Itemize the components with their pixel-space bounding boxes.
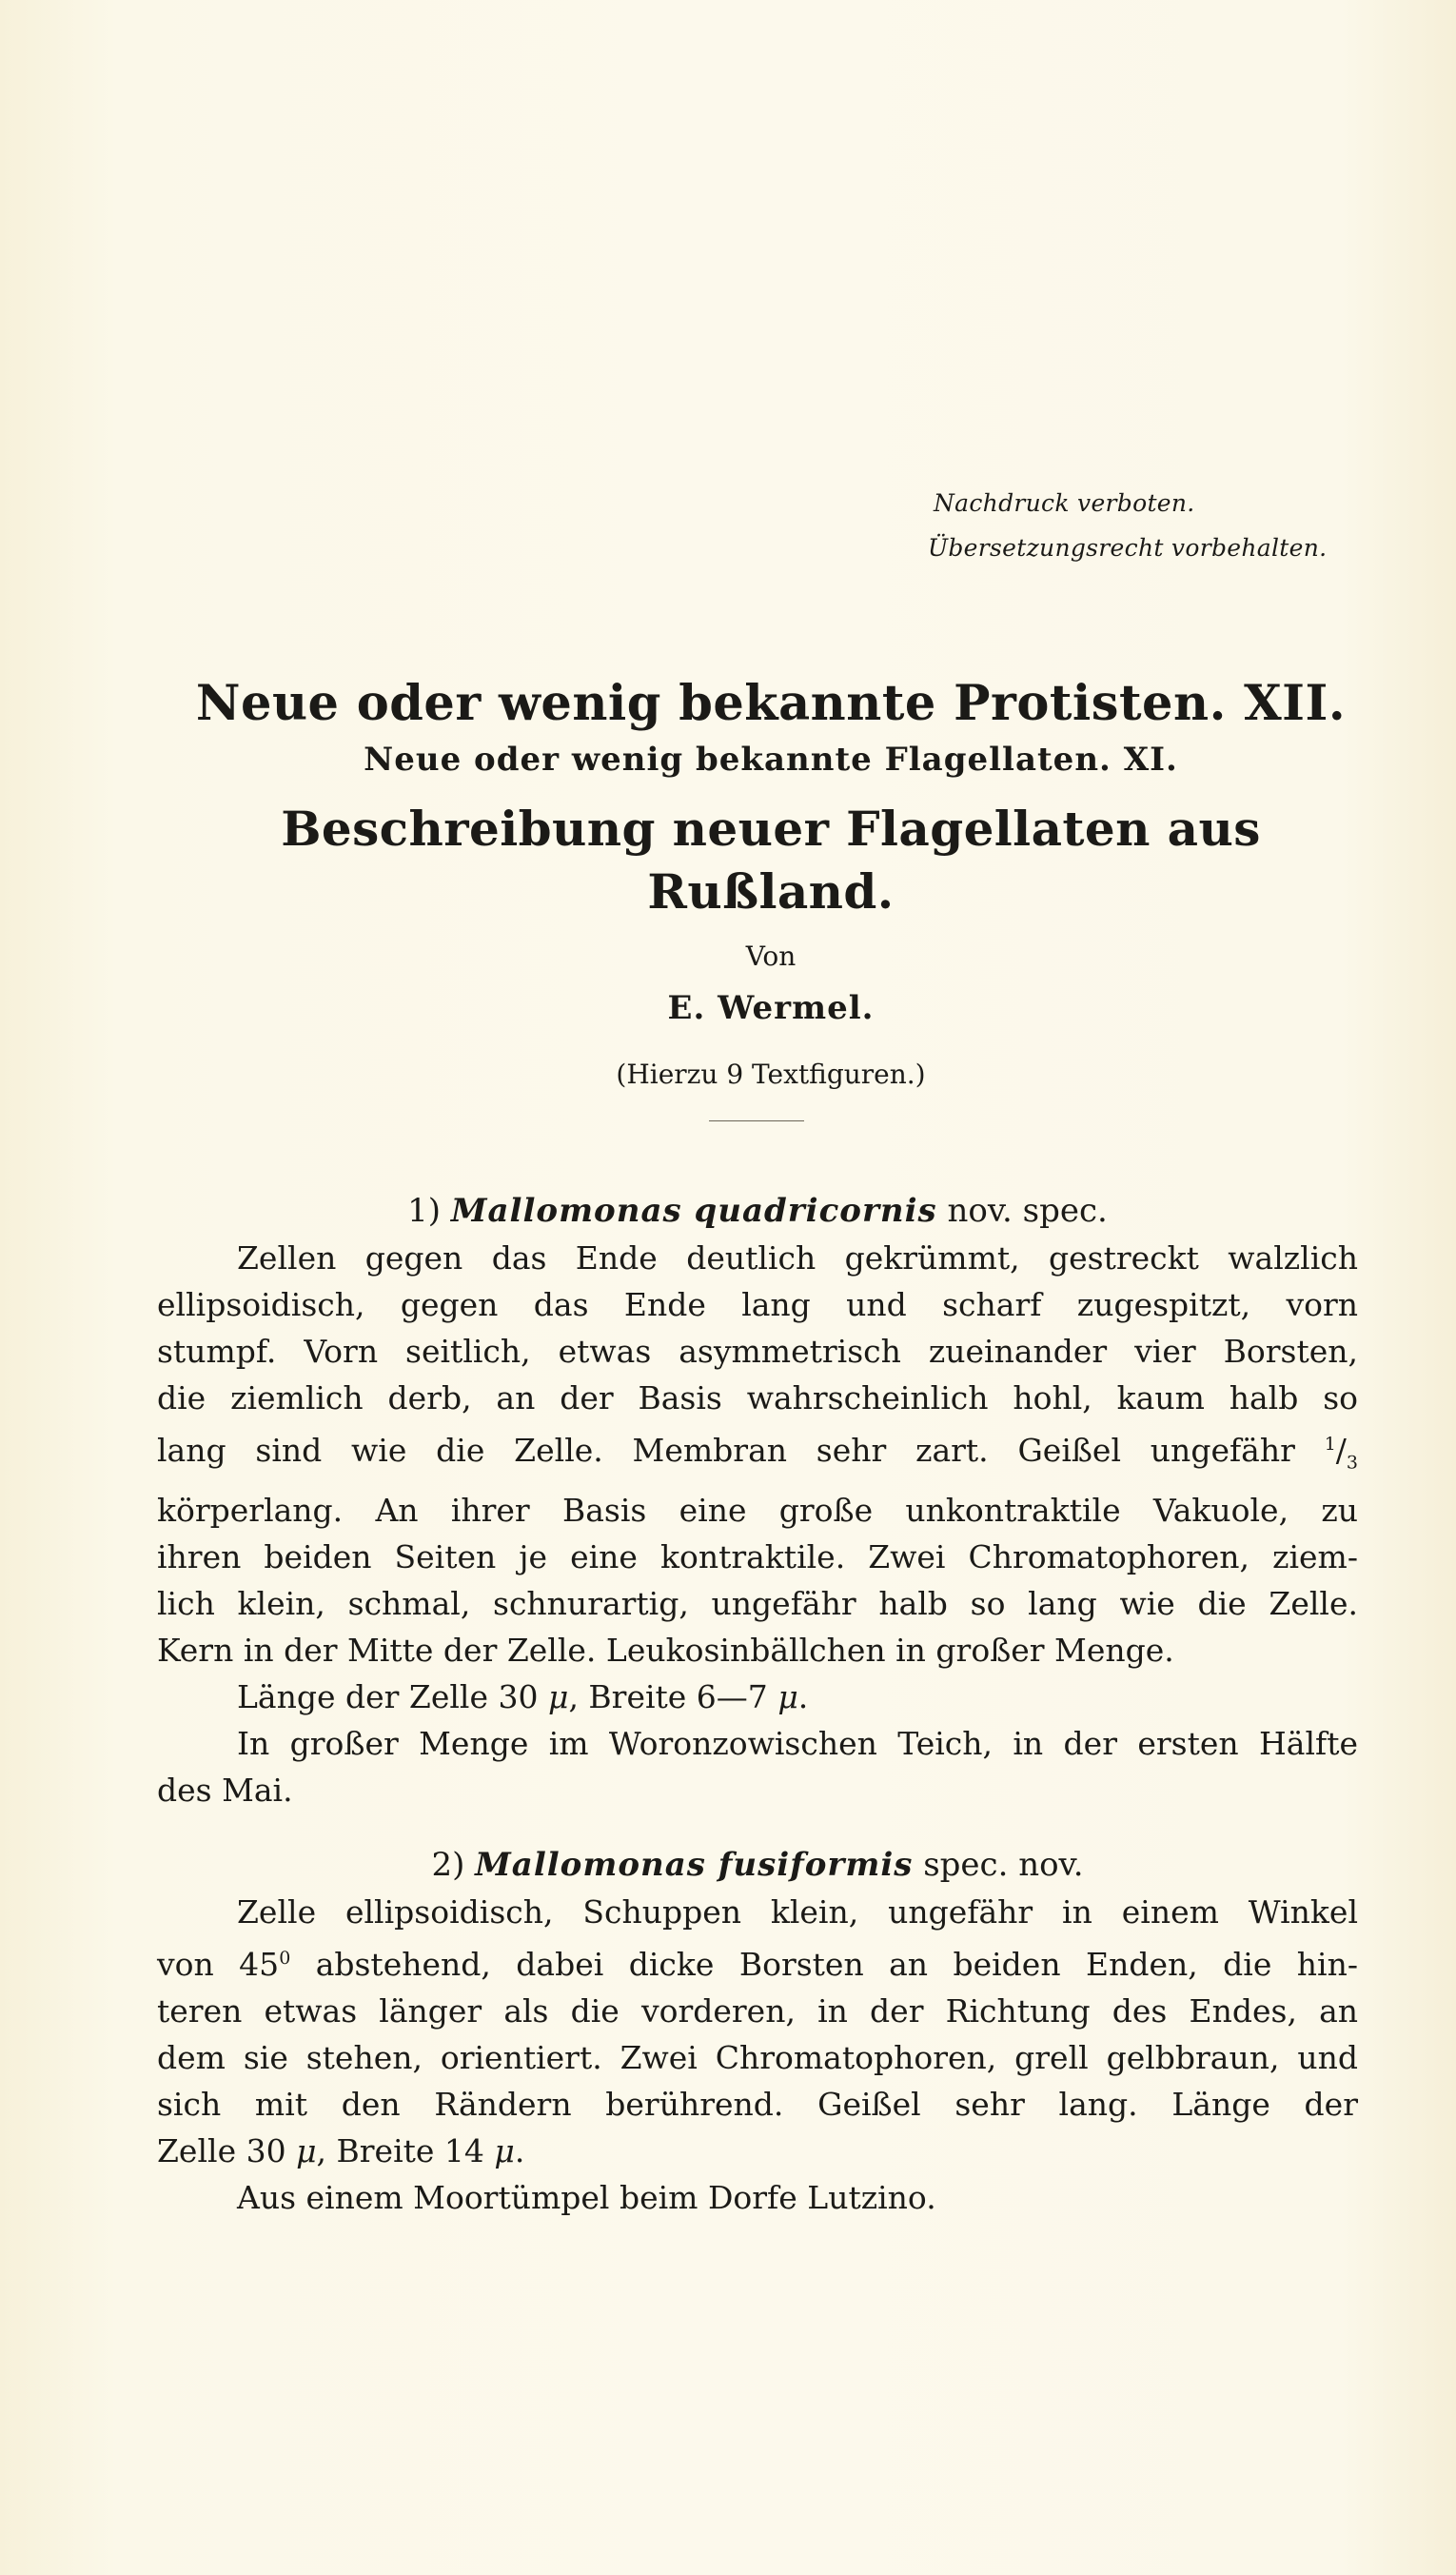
description-line: ihren beiden Seiten je eine kontraktile. Zwei Chromatophoren, ziem- — [157, 1537, 1358, 1575]
fraction-numerator: 1 — [1324, 1434, 1336, 1455]
section-2-heading — [157, 1842, 1358, 1889]
size-line — [157, 1674, 1358, 1720]
section-1-number: 1) — [407, 1192, 442, 1230]
byline-von: Von — [745, 941, 797, 972]
section-1-heading — [157, 1188, 1358, 1235]
section-2-suffix: spec. nov. — [923, 1846, 1084, 1884]
locality-line: Aus einem Moortümpel beim Dorfe Lutzino. — [237, 2179, 936, 2216]
description-line — [157, 1935, 1358, 1988]
section-2-number: 2) — [431, 1846, 465, 1884]
article-title: Neue oder wenig bekannte Protisten. XII. — [195, 675, 1347, 732]
description-line: Kern in der Mitte der Zelle. Leukosinbällchen in großer Menge. — [157, 1631, 1174, 1669]
figures-note: (Hierzu 9 Textfiguren.) — [616, 1059, 926, 1090]
section-1-species: Mallomonas quadricornis — [450, 1192, 937, 1230]
description-line-text: abstehend, dabei dicke Borsten an beiden Enden, die hin- — [315, 1946, 1358, 1983]
section-1 — [157, 1188, 1358, 1813]
description-line: Zelle ellipsoidisch, Schuppen klein, ungefähr in einem Winkel — [237, 1893, 1358, 1931]
description-line: Zellen gegen das Ende deutlich gekrümmt, gestreckt walzlich — [237, 1239, 1358, 1277]
section-2-species: Mallomonas fusiformis — [475, 1846, 914, 1884]
locality-line: In großer Menge im Woronzowischen Teich, in der ersten Hälfte — [237, 1724, 1358, 1762]
description-line-text: Zelle 30 — [157, 2132, 286, 2169]
fraction-denominator: 3 — [1346, 1452, 1358, 1474]
description-line-text: lang sind wie die Zelle. Membran sehr zart. Geißel ungefähr — [157, 1432, 1295, 1469]
author-name: E. Wermel. — [667, 989, 875, 1027]
description-line: ellipsoidisch, gegen das Ende lang und scharf zugespitzt, vorn — [157, 1286, 1358, 1323]
section-2-description — [157, 1889, 1358, 2221]
degree-sign: 0 — [279, 1948, 291, 1969]
description-line: körperlang. An ihrer Basis eine große unkontraktile Vakuole, zu — [157, 1491, 1358, 1529]
micron-symbol: μ — [296, 2132, 317, 2169]
copyright-notice — [928, 481, 1375, 570]
size-prefix: Länge der Zelle 30 — [237, 1677, 539, 1715]
description-line: dem sie stehen, orientiert. Zwei Chromatophoren, grell gelbbraun, und — [157, 2039, 1358, 2076]
micron-symbol: μ — [777, 1677, 798, 1715]
description-line — [157, 1421, 1358, 1487]
micron-symbol: μ — [547, 1677, 569, 1715]
description-line: lich klein, schmal, schnurartig, ungefähr halb so lang wie die Zelle. — [157, 1584, 1358, 1622]
title-block — [162, 672, 1380, 1099]
size-mid: , Breite 6—7 — [568, 1677, 768, 1715]
description-line: sich mit den Rändern berührend. Geißel sehr lang. Länge der — [157, 2086, 1358, 2123]
article-third-title: Beschreibung neuer Flagellaten aus Rußland. — [281, 801, 1261, 920]
translation-notice: Übersetzungsrecht vorbehalten. — [928, 534, 1328, 562]
description-line — [157, 2128, 1358, 2174]
fraction-one-third: $^1/_3$ — [1324, 1432, 1358, 1474]
section-divider — [709, 1120, 804, 1121]
description-line-text: von 45 — [157, 1946, 280, 1983]
locality-line: des Mai. — [157, 1771, 293, 1809]
description-line: die ziemlich derb, an der Basis wahrscheinlich hohl, kaum halb so — [157, 1379, 1358, 1416]
section-1-description — [157, 1235, 1358, 1813]
size-end: . — [797, 1677, 809, 1715]
micron-symbol: μ — [494, 2132, 515, 2169]
article-subtitle: Neue oder wenig bekannte Flagellaten. XI. — [364, 741, 1178, 779]
description-line-text: . — [514, 2132, 525, 2169]
description-line: teren etwas länger als die vorderen, in der Richtung des Endes, an — [157, 1992, 1358, 2030]
description-line-text: , Breite 14 — [316, 2132, 484, 2169]
section-2 — [157, 1842, 1358, 2221]
section-1-suffix: nov. spec. — [947, 1192, 1108, 1230]
description-line: stumpf. Vorn seitlich, etwas asymmetrisch zueinander vier Borsten, — [157, 1333, 1358, 1370]
reprint-notice: Nachdruck verboten. — [934, 489, 1195, 517]
